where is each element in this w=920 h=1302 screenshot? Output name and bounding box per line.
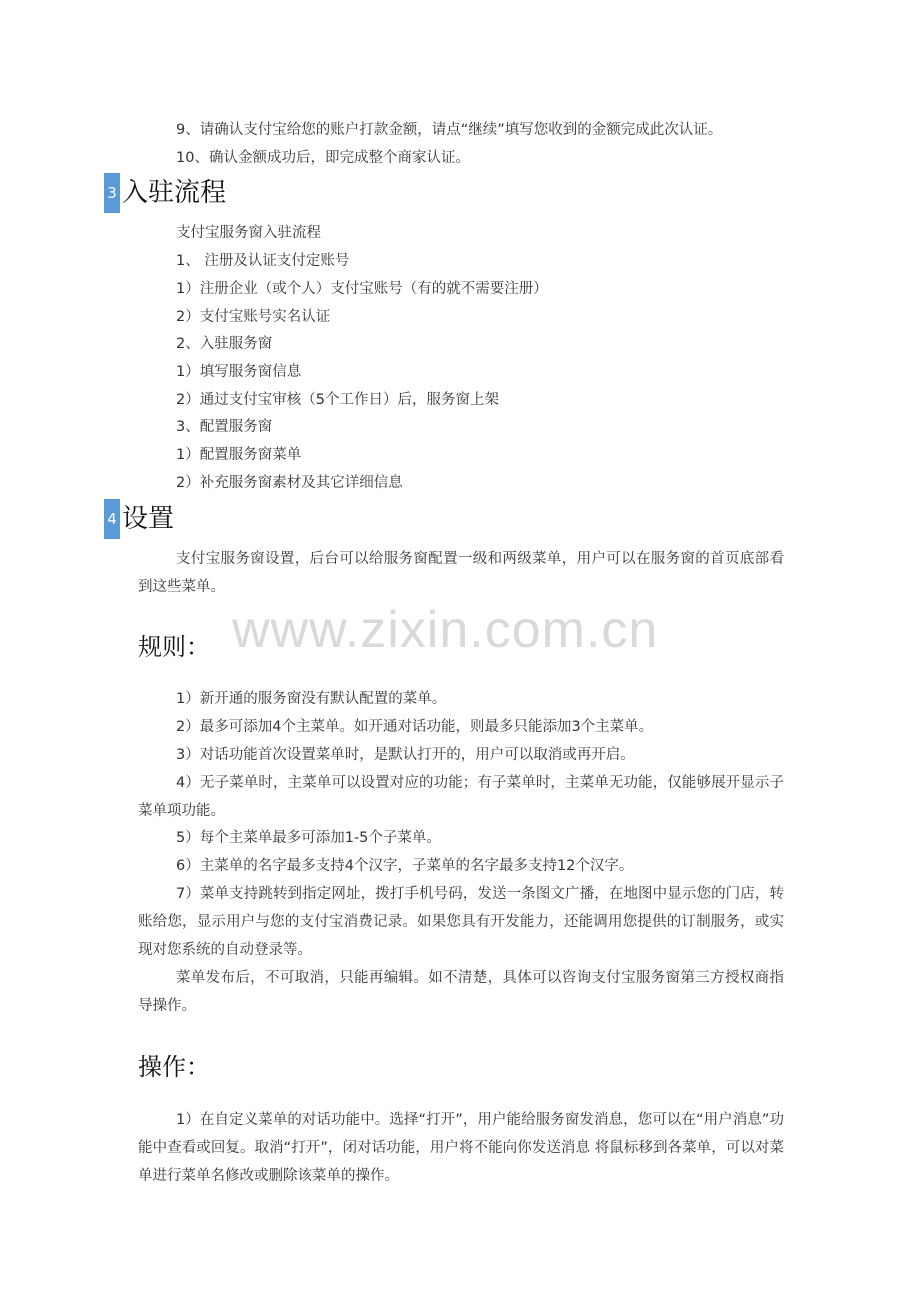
section-3-line: 3、配置服务窗 — [176, 419, 273, 435]
section-3-line: 2、入驻服务窗 — [176, 336, 273, 352]
rule-item: 5）每个主菜单最多可添加1-5个子菜单。 — [176, 830, 441, 846]
section-3-line: 2）补充服务窗素材及其它详细信息 — [176, 475, 403, 491]
section-4-heading — [104, 499, 174, 539]
operation-item: 1）在自定义菜单的对话功能中。选择“打开”，用户能给服务窗发消息，您可以在“用户消息”功能中查看或回复。取消“打开”，闭对话功能，用户将不能向你发送消息 将鼠标移到各菜单，可以对菜单进行菜单名修改或删除该菜单的操作。 — [138, 1112, 784, 1184]
watermark: www.zixin.com.cn — [232, 601, 659, 659]
section-number-badge: 3 — [104, 173, 120, 213]
rule-item: 1）新开通的服务窗没有默认配置的菜单。 — [176, 691, 447, 707]
section-4-paragraph: 支付宝服务窗设置，后台可以给服务窗配置一级和两级菜单，用户可以在服务窗的首页底部看到这些菜单。 — [138, 551, 784, 595]
operations-heading: 操作： — [138, 1053, 210, 1081]
rule-item: 2）最多可添加4个主菜单。如开通对话功能，则最多只能添加3个主菜单。 — [176, 719, 654, 735]
rule-item: 3）对话功能首次设置菜单时，是默认打开的，用户可以取消或再开启。 — [176, 747, 635, 763]
section-3-line: 1、 注册及认证支付定账号 — [176, 253, 350, 269]
section-3-line: 2）通过支付宝审核（5个工作日）后，服务窗上架 — [176, 392, 499, 408]
rule-item: 4）无子菜单时，主菜单可以设置对应的功能；有子菜单时，主菜单无功能，仅能够展开显示子菜单项功能。 — [138, 775, 784, 819]
section-3-heading — [104, 173, 226, 213]
section-3-line: 1）注册企业（或个人）支付宝账号（有的就不需要注册） — [176, 281, 548, 297]
section-number-badge: 4 — [104, 499, 120, 539]
rule-item: 7）菜单支持跳转到指定网址，拨打手机号码，发送一条图文广播，在地图中显示您的门店，转账给您，显示用户与您的支付宝消费记录。如果您具有开发能力，还能调用您提供的订制服务，或实现对您系统的自动登录等。 — [138, 886, 784, 958]
intro-line: 9、请确认支付宝给您的账户打款金额，请点“继续”填写您收到的金额完成此次认证。 — [176, 122, 723, 138]
section-3-line: 支付宝服务窗入驻流程 — [176, 225, 321, 241]
section-3-line: 1）填写服务窗信息 — [176, 364, 302, 380]
rules-heading: 规则： — [138, 633, 210, 661]
section-3-line: 2）支付宝账号实名认证 — [176, 309, 331, 325]
rule-item: 菜单发布后，不可取消，只能再编辑。如不清楚，具体可以咨询支付宝服务窗第三方授权商指导操作。 — [138, 970, 784, 1014]
section-title: 设置 — [122, 504, 175, 534]
section-3-line: 1）配置服务窗菜单 — [176, 447, 302, 463]
rule-item: 6）主菜单的名字最多支持4个汉字，子菜单的名字最多支持12个汉字。 — [176, 858, 634, 874]
section-title: 入驻流程 — [122, 178, 227, 208]
intro-line: 10、确认金额成功后，即完成整个商家认证。 — [176, 150, 470, 166]
